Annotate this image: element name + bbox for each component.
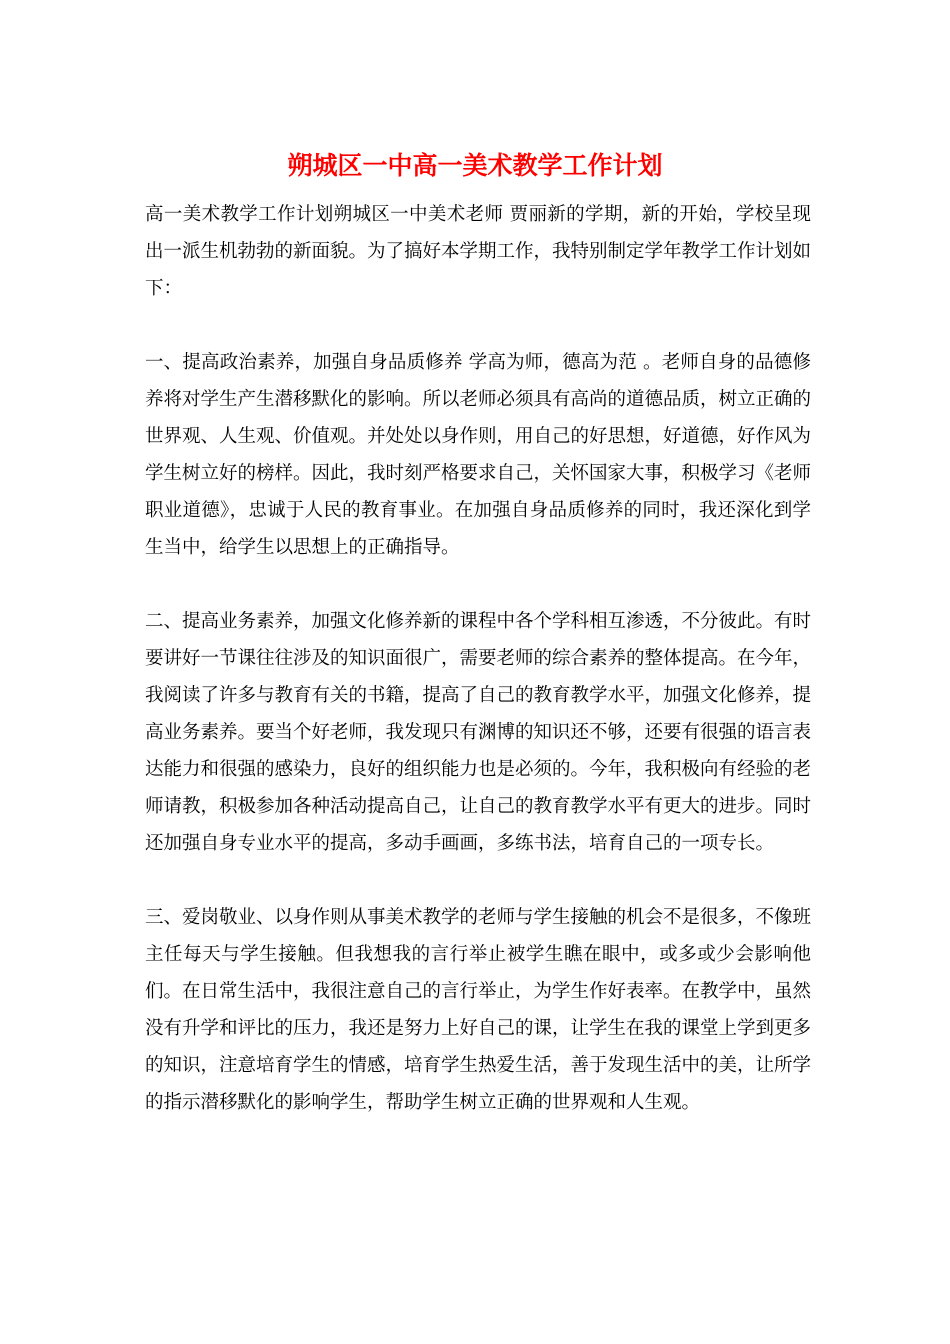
paragraph-intro: 高一美术教学工作计划朔城区一中美术老师 贾丽新的学期，新的开始，学校呈现出一派生机勃勃的新面貌。为了搞好本学期工作，我特别制定学年教学工作计划如下：	[145, 204, 812, 299]
document-body	[145, 196, 811, 1158]
paragraph-section-1: 一、提高政治素养，加强自身品质修养 学高为师，德高为范 。老师自身的品德修养将对学生产生潜移默化的影响。所以老师必须具有高尚的道德品质，树立正确的世界观、人生观、价值观。并处处以身作则，用自己的好思想，好道德，好作风为学生树立好的榜样。因此，我时刻严格要求自己，关怀国家大事，积极学习《老师职业道德》，忠诚于人民的教育事业。在加强自身品质修养的同时，我还深化到学生当中，给学生以思想上的正确指导。	[145, 352, 812, 558]
document-title: 朔城区一中高一美术教学工作计划	[287, 151, 663, 180]
paragraph-section-3: 三、爱岗敬业、以身作则从事美术教学的老师与学生接触的机会不是很多，不像班主任每天与学生接触。但我想我的言行举止被学生瞧在眼中，或多或少会影响他们。在日常生活中，我很注意自己的言行举止，为学生作好表率。在教学中，虽然没有升学和评比的压力，我还是努力上好自己的课，让学生在我的课堂上学到更多的知识，注意培育学生的情感，培育学生热爱生活，善于发现生活中的美，让所学的指示潜移默化的影响学生，帮助学生树立正确的世界观和人生观。	[145, 907, 812, 1113]
paragraph-section-2: 二、提高业务素养，加强文化修养新的课程中各个学科相互渗透，不分彼此。有时要讲好一节课往往涉及的知识面很广，需要老师的综合素养的整体提高。在今年，我阅读了许多与教育有关的书籍，提高了自己的教育教学水平，加强文化修养，提高业务素养。要当个好老师，我发现只有渊博的知识还不够，还要有很强的语言表达能力和很强的感染力，良好的组织能力也是必须的。今年，我积极向有经验的老师请教，积极参加各种活动提高自己，让自己的教育教学水平有更大的进步。同时还加强自身专业水平的提高，多动手画画，多练书法，培育自己的一项专长。	[145, 611, 812, 854]
